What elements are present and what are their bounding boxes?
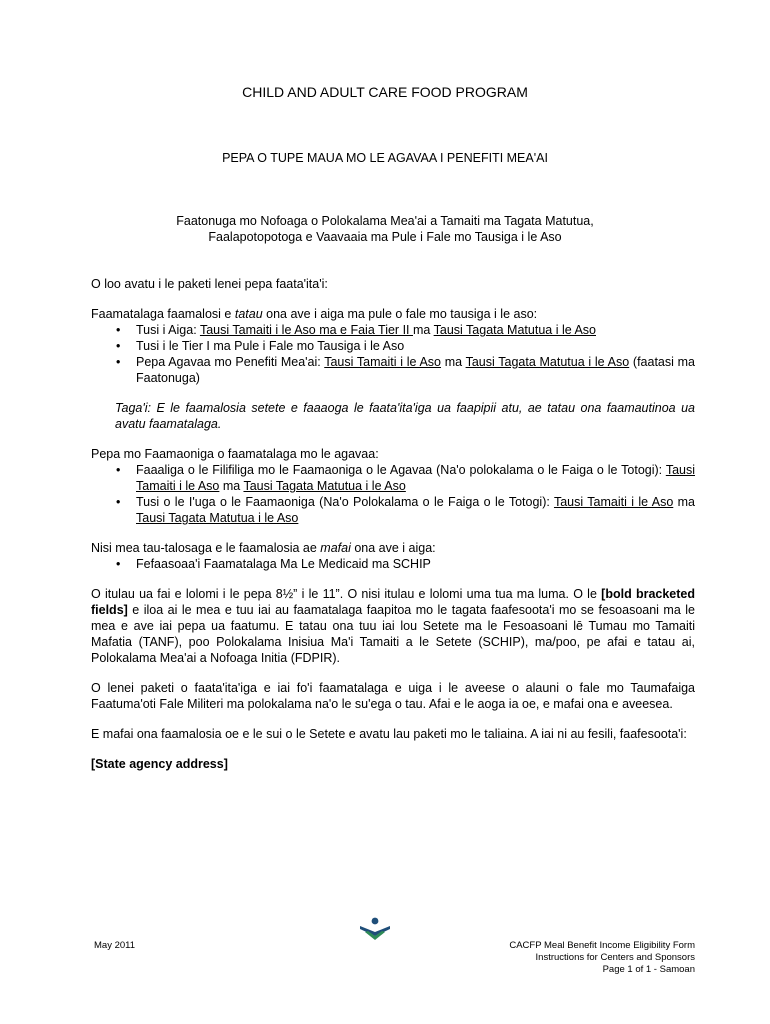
section3-list	[91, 556, 695, 572]
list-item: • Tusi i le Tier I ma Pule i Fale mo Tausiga i le Aso	[116, 339, 405, 353]
list-item: • Fefaasoaa'i Faamatalaga Ma Le Medicaid ma SCHIP	[116, 557, 431, 571]
instructions-heading	[0, 213, 770, 245]
list-item: • Pepa Agavaa mo Penefiti Mea'ai: Tausi Tamaiti i le Aso ma Tausi Tagata Matutua i le Aso (faatasi ma Faatonuga)	[116, 355, 695, 385]
printing-paragraph: O itulau ua fai e lolomi i le pepa 8½” i le 11”. O nisi itulau e lolomi uma tua ma luma. O le [bold bracketed fields] e iloa ai le mea e tuu iai au faamatalaga faapitoa mo le tagata faafesoota'i mo se fesoasoani ma le mea e ave iai pepa ua faatumu. E tatau ona tuu iai lou Setete ma le Fesoasoani lē Tumau mo Tamaiti Mafatia (TANF), poo Polokalama Inisiua Ma'i Tamaiti a le Setete (SCHIP), ma/poo, pe afai e tatau ai, Polokalama Mea'ai a Nofoaga Initia (FDPIR).	[91, 587, 695, 665]
intro-text: O loo avatu i le paketi lenei pepa faata'ita'i:	[91, 277, 328, 291]
list-item: • Faaaliga o le Filifiliga mo le Faamaoniga o le Agavaa (Na'o polokalama o le Faiga o le Totogi): Tausi Tamaiti i le Aso ma Tausi Tagata Matutua i le Aso	[116, 463, 695, 493]
doc-link[interactable]: Tausi Tagata Matutua i le Aso	[243, 479, 406, 493]
footer-page-number: Page 1 of 1 - Samoan	[602, 964, 695, 975]
section3-lead: Nisi mea tau-talosaga e le faamalosia ae mafai ona ave i aiga:	[91, 541, 436, 555]
bullet-icon: •	[116, 463, 121, 477]
footer-form-info	[509, 940, 695, 976]
bullet-icon: •	[116, 355, 121, 369]
section1-lead: Faamatalaga faamalosi e tatau ona ave i aiga ma pule o fale mo tausiga i le aso:	[91, 307, 538, 321]
list-item: • Tusi o le I'uga o le Faamaoniga (Na'o Polokalama o le Faiga o le Totogi): Tausi Tamaiti i le Aso ma Tausi Tagata Matutua i le Aso	[116, 495, 695, 525]
footer-form-name: CACFP Meal Benefit Income Eligibility Form	[509, 940, 695, 951]
document-subtitle: PEPA O TUPE MAUA MO LE AGAVAA I PENEFITI MEA'AI	[222, 151, 548, 165]
doc-link[interactable]: Tausi Tamaiti i le Aso	[553, 495, 674, 509]
doc-link[interactable]: Tausi Tamaiti i le Aso ma e Faia Tier II	[199, 323, 413, 337]
state-agency-address: [State agency address]	[91, 757, 228, 771]
document-title: CHILD AND ADULT CARE FOOD PROGRAM	[242, 84, 528, 100]
doc-link[interactable]: Tausi Tamaiti i le Aso	[136, 463, 695, 493]
footer-form-audience: Instructions for Centers and Sponsors	[535, 952, 695, 963]
military-paragraph: O lenei paketi o faata'ita'iga e iai fo'i faamatalaga e uiga i le aveese o alauni o fale mo Taumafaiga Faatuma'oti Fale Militeri ma polokalama na'o le su'ega o tau. Afai e le aoga ia oe, e mafai ona e aveesea.	[91, 681, 695, 711]
document-body	[91, 276, 695, 772]
doc-link[interactable]: Tausi Tagata Matutua i le Aso	[465, 355, 630, 369]
doc-link[interactable]: Tausi Tamaiti i le Aso	[324, 355, 442, 369]
section1-note: Taga'i: E le faamalosia setete e faaaoga le faata'ita'iga ua faapipii atu, ae tatau ona faamautinoa ua avatu faamatalaga.	[115, 401, 695, 431]
section2-list	[91, 462, 695, 526]
usda-fns-logo-icon	[357, 915, 393, 941]
doc-link[interactable]: Tausi Tagata Matutua i le Aso	[136, 511, 299, 525]
list-item: • Tusi i Aiga: Tausi Tamaiti i le Aso ma e Faia Tier II ma Tausi Tagata Matutua i le Aso	[116, 323, 596, 337]
doc-link[interactable]: Tausi Tagata Matutua i le Aso	[433, 323, 596, 337]
instructions-heading-line1: Faatonuga mo Nofoaga o Polokalama Mea'ai a Tamaiti ma Tagata Matutua,	[176, 214, 594, 228]
contact-paragraph: E mafai ona faamalosia oe e le sui o le Setete e avatu lau paketi mo le taliaina. A iai ni au fesili, faafesoota'i:	[91, 727, 687, 741]
section1-list	[91, 322, 695, 386]
footer-date: May 2011	[94, 940, 136, 951]
bullet-icon: •	[116, 495, 121, 509]
instructions-heading-line2: Faalapotopotoga e Vaavaaia ma Pule i Fale mo Tausiga i le Aso	[208, 230, 562, 244]
bullet-icon: •	[116, 557, 121, 571]
bullet-icon: •	[116, 339, 121, 353]
section2-lead: Pepa mo Faamaoniga o faamatalaga mo le agavaa:	[91, 447, 379, 461]
bullet-icon: •	[116, 323, 121, 337]
